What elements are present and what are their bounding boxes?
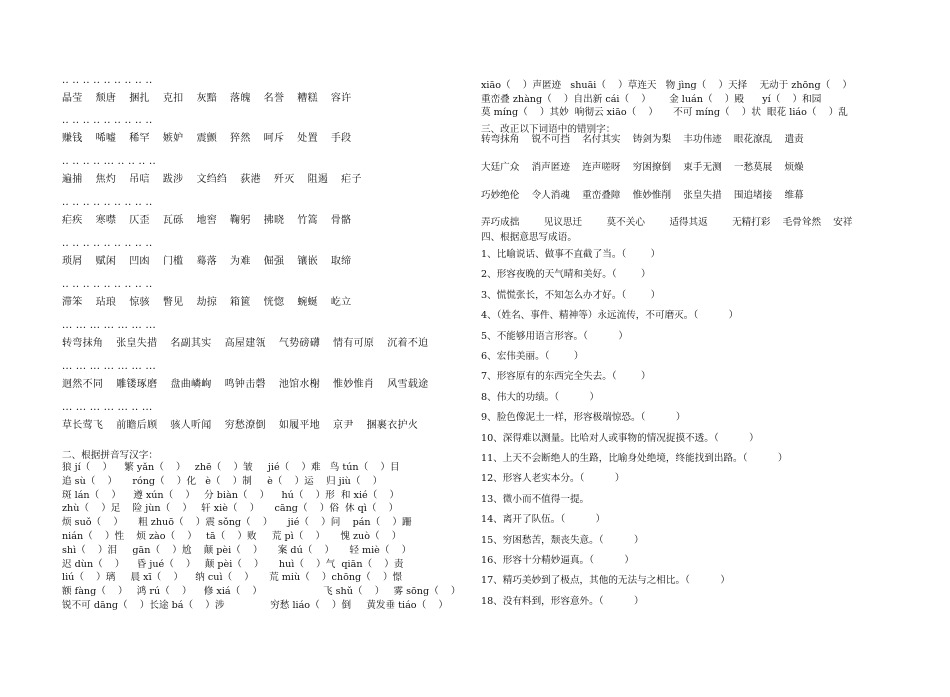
pinyin-blank-line: 锐不可 dāng（ ）长途 bá（ ）涉 穷愁 liáo（ ）倒 黄发垂 tiáo（ ） [62,600,448,611]
vocab-word: 穷愁潦倒 [224,420,266,431]
vocab-word: 仄歪 [129,215,150,226]
word-row [62,375,441,390]
idiom-question: 5、不能够用语言形容。（ ） [481,330,628,342]
idiom-question: 7、形容原有的东西完全失去。（ ） [481,371,651,383]
vocab-word: 惊骇 [129,297,150,308]
vocab-word: 跋涉 [162,174,184,185]
vocab-word: 张皇失措 [116,338,158,349]
vocab-word: 荻港 [240,174,261,185]
idiom-question: 12、形容人老实本分。（ ） [481,473,625,485]
pinyin-blank-line: 迟 dùn（ ） 昏 jué（ ） 颠 pèi（ ） huì（ ）气 qiān（ ）责 [62,558,404,570]
word-row [62,211,364,226]
pinyin-blank-line: 斑 lán（ ） 遵 xún（ ） 分 biàn（ ） hú（ ）形 和 xié（ ） [62,489,400,501]
word-row [62,89,364,104]
vocab-word: 如履平地 [278,420,321,431]
vocab-word: 拂晓 [263,215,285,226]
vocab-word: 颓唐 [95,93,117,104]
vocab-word: 遍捕 [62,174,83,185]
vocab-word: 转弯抹角 [62,338,104,349]
pinyin-blank-line: 烦 suǒ（ ） 粗 zhuō（ ）震 sǒng（ ） jié（ ）问 pán（ ）跚 [62,517,412,529]
pinyin-dot-row: ··· ··· ··· ··· ··· ··· ··· [62,364,156,375]
word-row [62,252,364,267]
vocab-word: 疟疾 [62,215,83,226]
vocab-word: 竹篙 [297,215,318,226]
vocab-word: 盘曲嶙峋 [170,379,212,390]
vocab-word: 迥然不同 [62,379,104,390]
vocab-word: 处置 [297,133,318,144]
vocab-word: 吊唁 [129,174,150,185]
vocab-word: 手段 [330,133,352,144]
vocab-word: 糟糕 [297,93,318,104]
idiom-question: 8、伟大的功绩。（ ） [481,391,600,403]
pinyin-blank-line: 狼 jí（ ） 繁 yǎn（ ） zhē（ ）皱 jié（ ）难 鸟 tún（ ）目 [62,462,400,473]
vocab-word: 容许 [330,93,352,104]
idiom-question: 11、上天不会断绝人的生路，比喻身处绝境，终能找到出路。（ ） [481,453,788,464]
pinyin-dot-row: ·· ·· ·· ·· ·· ·· ·· ·· ·· [62,78,153,89]
word-row [62,416,431,431]
pinyin-blank-line: shì（ ）泪 gān（ ）尬 颠 pèi（ ） 案 dú（ ） 轻 miè（ ） [62,544,412,556]
idiom-question: 15、穷困愁苦，颓丧失意。（ ） [481,534,644,546]
pinyin-blank-line: nián（ ）性 烦 zào（ ） tā（ ）败 荒 pì（ ） 愧 zuò（ ） [62,531,402,542]
idiom-question: 13、微小而不值得一提。 [481,493,590,505]
vocab-word: 蓦落 [196,256,218,267]
vocab-word: 风雪载途 [387,379,429,390]
vocab-word: 焦灼 [95,174,117,185]
idiom-question: 10、深得难以测量。比哈对人或事物的情况捉摸不透。（ ） [481,432,759,444]
vocab-word: 阻遏 [307,174,329,185]
vocab-word: 门槛 [162,256,184,267]
vocab-word: 灰黯 [196,93,218,104]
vocab-word: 骇人听闻 [170,420,212,431]
idiom-question: 16、形容十分精妙逼真。（ ） [481,555,635,566]
section-2-title: 二、根据拼音写汉字： [62,450,158,461]
vocab-word: 捆扎 [129,93,150,104]
word-row [62,293,364,308]
pinyin-blank-line: 追 sù（ ） róng（ ）化 è（ ）制 è（ ）运 归 jiù（ ） [62,475,383,487]
vocab-word: 瞥见 [162,297,184,308]
vocab-word: 名誉 [263,93,285,104]
vocab-word: 劫掠 [196,297,218,308]
pinyin-idiom-line: 重峦叠 zhàng（ ）自出新 cái（ ） 金 luán（ ）殿 yí（ ）和园 [481,93,822,105]
idiom-question: 3、慌慌张长，不知怎么办才好。（ ） [481,289,661,301]
pinyin-blank-line: zhù（ ）足 险 jùn（ ） 轩 xiè（ ） cāng（ ）俗 休 qì（ ） [62,503,399,515]
vocab-word: 屹立 [330,297,352,308]
pinyin-dot-row: ··· ··· ··· ··· ··· ·· ··· [62,405,153,416]
vocab-word: 凹凼 [129,256,150,267]
vocab-word: 地窖 [196,215,218,226]
idiom-question: 17、精巧美妙到了极点，其他的无法与之相比。（ ） [481,575,730,587]
word-row [62,334,441,349]
vocab-word: 落魄 [230,93,251,104]
vocab-word: 鞠躬 [230,215,251,226]
vocab-word: 瓦砾 [162,215,184,226]
vocab-word: 鸣钟击磬 [224,379,266,390]
vocab-word: 嫉妒 [162,133,184,144]
pinyin-dot-row: ··· ··· ··· ··· ··· ··· ··· [62,323,156,334]
vocab-word: 草长莺飞 [62,420,104,431]
vocab-word: 捆裹衣护火 [366,420,419,431]
pinyin-blank-line: 额 fàng（ ） 鸿 rú（ ） 修 xiá（ ） 飞 shǔ（ ） 雾 sōng（ ） [62,586,461,598]
vocab-word: 震颤 [196,133,218,144]
vocab-word: 前瞻后顾 [116,420,158,431]
word-row [62,170,375,185]
vocab-word: 唏嘘 [95,133,117,144]
idiom-question: 14、离开了队伍。（ ） [481,514,606,526]
section-4-title: 四、根据意思写成语。 [481,232,577,243]
vocab-word: 寒噤 [95,215,117,226]
vocab-word: 歼灭 [273,174,295,185]
vocab-word: 晶莹 [62,93,83,104]
vocab-word: 玷琅 [95,297,117,308]
idiom-question: 6、宏伟美丽。（ ） [481,351,584,362]
section-3-title: 三、改正以下词语中的错别字： [481,124,616,135]
typo-row: 大廷广众 消声匿迹 连声嗟呀 穷困撩倒 束手无测 一愁莫展 烦燥 [481,162,804,173]
typo-row: 巧妙绝伦 令人消魂 重峦叠障 惟妙惟削 张皇失措 围追堵接 维幕 [481,190,804,201]
idiom-question: 18、没有料到，形容意外。（ ） [481,595,644,607]
vocab-word: 雕镂琢磨 [116,379,158,390]
pinyin-dot-row: ·· ·· ·· ·· ··· ·· ·· ·· ·· [62,159,156,170]
pinyin-dot-row: ·· ·· ·· ·· ·· ·· ·· ·· ·· [62,118,153,129]
vocab-word: 名副其实 [170,338,212,349]
vocab-word: 疟子 [341,174,362,185]
vocab-word: 取缔 [330,256,352,267]
vocab-word: 赚钱 [62,133,83,144]
idiom-question: 2、形容夜晚的天气晴和美好。（ ） [481,269,651,281]
vocab-word: 赋闲 [95,256,117,267]
vocab-word: 情有可原 [333,338,375,349]
vocab-word: 惟妙惟肖 [333,379,375,390]
vocab-word: 骨骼 [330,215,352,226]
pinyin-idiom-line: xiāo（ ）声匿迹 shuāi（ ）草连天 物 jìng（ ）天择 无动于 zhōng（ ） [481,80,852,91]
idiom-question: 1、比喻说话、做事不直截了当。（ ） [481,249,661,260]
vocab-word: 恍惚 [263,297,285,308]
vocab-word: 为难 [230,256,251,267]
vocab-word: 琐屑 [62,256,83,267]
vocab-word: 京尹 [333,420,354,431]
idiom-question: 4、（姓名、事件、精神等）永远流传，不可磨灭。（ ） [481,310,739,322]
pinyin-dot-row: ·· ·· ·· ·· ·· ·· ·· ·· ·· [62,200,153,211]
word-row [62,129,364,144]
pinyin-blank-line: liú（ ）璃 晨 xī（ ） 纳 cuì（ ） 荒 miù（ ）chōng（ ）憬 [62,572,403,584]
vocab-word: 沉着不迫 [387,338,429,349]
vocab-word: 蜿蜒 [297,297,318,308]
vocab-word: 滞笨 [62,297,83,308]
vocab-word: 呵斥 [263,133,285,144]
vocab-word: 稀罕 [129,133,150,144]
pinyin-idiom-line: 莫 míng（ ）其妙 响彻云 xiāo（ ） 不可 míng（ ）状 眼花 liáo（ ）乱 [481,107,848,118]
vocab-word: 猝然 [230,133,251,144]
vocab-word: 气势磅礴 [278,338,321,349]
typo-row: 弄巧成拙 见议思迁 莫不关心 适得其返 无精打彩 毛骨耸然 安祥 [481,217,853,228]
vocab-word: 箱篋 [230,297,251,308]
vocab-word: 文绉绉 [196,174,228,185]
vocab-word: 克扣 [162,93,184,104]
pinyin-dot-row: ·· ·· ·· ·· ·· ·· ·· ·· ·· [62,241,153,252]
vocab-word: 高屋建瓴 [224,338,266,349]
vocab-word: 镶嵌 [297,256,318,267]
idiom-question: 9、脸色像泥土一样，形容极端惊恐。（ ） [481,412,686,424]
vocab-word: 池馆水榭 [278,379,321,390]
pinyin-dot-row: ·· ·· ·· ·· ·· ·· ·· ·· ·· [62,282,153,293]
typo-row: 转弯抹角 锐不可挡 名付其实 铸剑为梨 丰功伟迹 眼花潦乱 遣责 [481,134,804,145]
vocab-word: 倔强 [263,256,285,267]
